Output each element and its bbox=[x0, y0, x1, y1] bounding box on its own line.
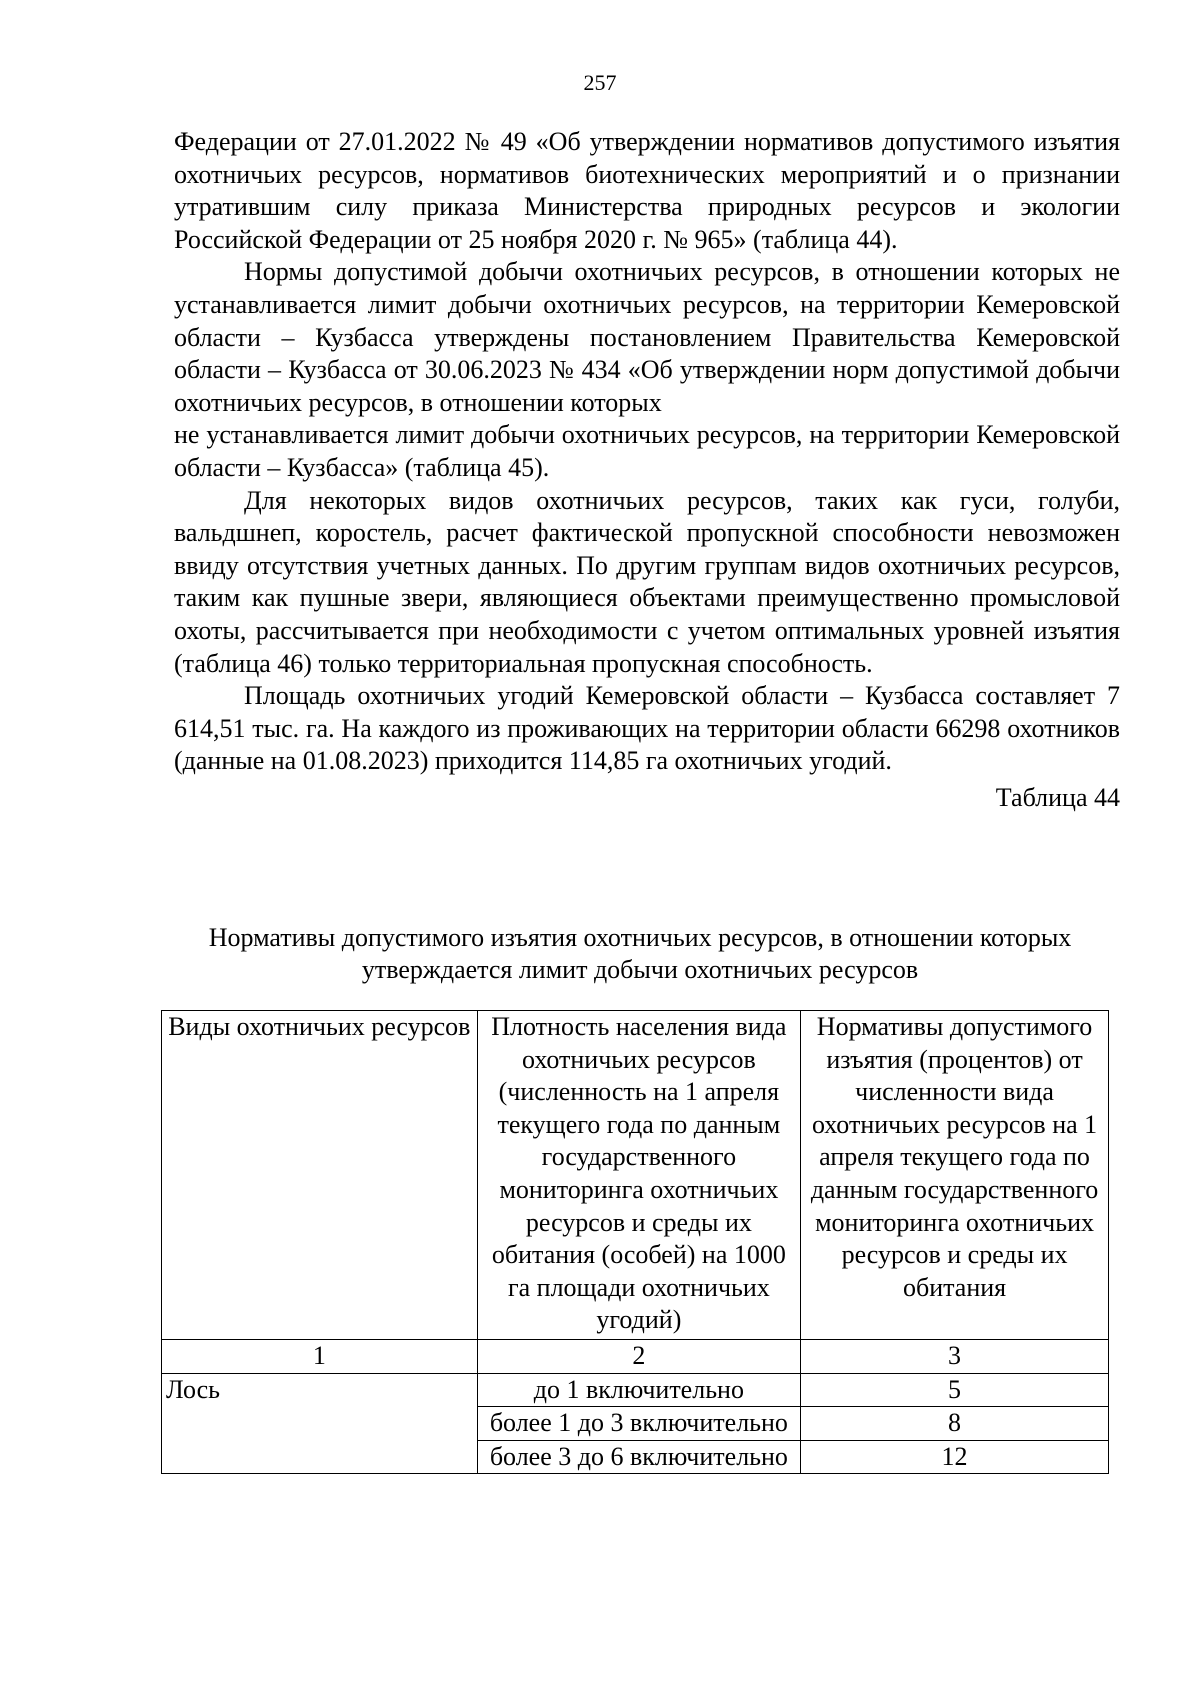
body-text bbox=[174, 126, 1120, 814]
page-number: 257 bbox=[583, 70, 617, 95]
paragraph-continuation: Федерации от 27.01.2022 № 49 «Об утверждении нормативов допустимого изъятия охотничьих ресурсов, нормативов биотехнических мероприятий и о признании утратившим силу приказа Министерства природных ресурсов и экологии Российской Федерации от 25 ноября 2020 г. № 965» (таблица 44). bbox=[174, 127, 1120, 254]
density-cell: до 1 включительно bbox=[477, 1373, 800, 1407]
table-column-numbers-row bbox=[162, 1339, 1109, 1373]
column-number: 2 bbox=[477, 1339, 800, 1373]
norms-table bbox=[161, 1010, 1109, 1474]
table-row bbox=[162, 1373, 1109, 1407]
density-cell: более 3 до 6 включительно bbox=[477, 1440, 800, 1474]
paragraph-capacity: Для некоторых видов охотничьих ресурсов, таких как гуси, голуби, вальдшнеп, коростель, расчет фактической пропускной способности невозможен ввиду отсутствия учетных данных. По другим группам видов охотничьих ресурсов, таким как пушные звери, являющиеся объектами преимущественно промысловой охоты, рассчитывается при необходимости с учетом оптимальных уровней изъятия (таблица 46) только территориальная пропускная способность. bbox=[174, 485, 1120, 678]
column-number: 3 bbox=[801, 1339, 1109, 1373]
header-density: Плотность населения вида охотничьих ресурсов (численность на 1 апреля текущего года по данным государственного мониторинга охотничьих ресурсов и среды их обитания (особей) на 1000 га площади охотничьих угодий) bbox=[477, 1011, 800, 1340]
column-number: 1 bbox=[162, 1339, 478, 1373]
paragraph-area: Площадь охотничьих угодий Кемеровской области – Кузбасса составляет 7 614,51 тыс. га. На каждого из проживающих на территории области 66298 охотников (данные на 01.08.2023) приходится 114,85 га охотничьих угодий. bbox=[174, 681, 1120, 776]
norm-cell: 12 bbox=[801, 1440, 1109, 1474]
norm-cell: 5 bbox=[801, 1373, 1109, 1407]
paragraph-hunting-norms: Нормы допустимой добычи охотничьих ресурсов, в отношении которых не устанавливается лимит добычи охотничьих ресурсов, на территории Кемеровской области – Кузбасса утверждены постановлением Правительства Кемеровской области – Кузбасса от 30.06.2023 № 434 «Об утверждении норм допустимой добычи охотничьих ресурсов, в отношении которых bbox=[174, 257, 1120, 417]
species-cell: Лось bbox=[162, 1373, 478, 1474]
paragraph-hunting-norms-continued: не устанавливается лимит добычи охотничьих ресурсов, на территории Кемеровской области – Кузбасса» (таблица 45). bbox=[174, 420, 1120, 482]
table-label: Таблица 44 bbox=[995, 782, 1120, 812]
table-header-row bbox=[162, 1011, 1109, 1340]
table-title: Нормативы допустимого изъятия охотничьих ресурсов, в отношении которых утверждается лимит добычи охотничьих ресурсов bbox=[208, 923, 1072, 984]
header-norm: Нормативы допустимого изъятия (процентов) от численности вида охотничьих ресурсов на 1 апреля текущего года по данным государственного мониторинга охотничьих ресурсов и среды их обитания bbox=[801, 1011, 1109, 1340]
norm-cell: 8 bbox=[801, 1407, 1109, 1441]
density-cell: более 1 до 3 включительно bbox=[477, 1407, 800, 1441]
header-species: Виды охотничьих ресурсов bbox=[162, 1011, 478, 1340]
